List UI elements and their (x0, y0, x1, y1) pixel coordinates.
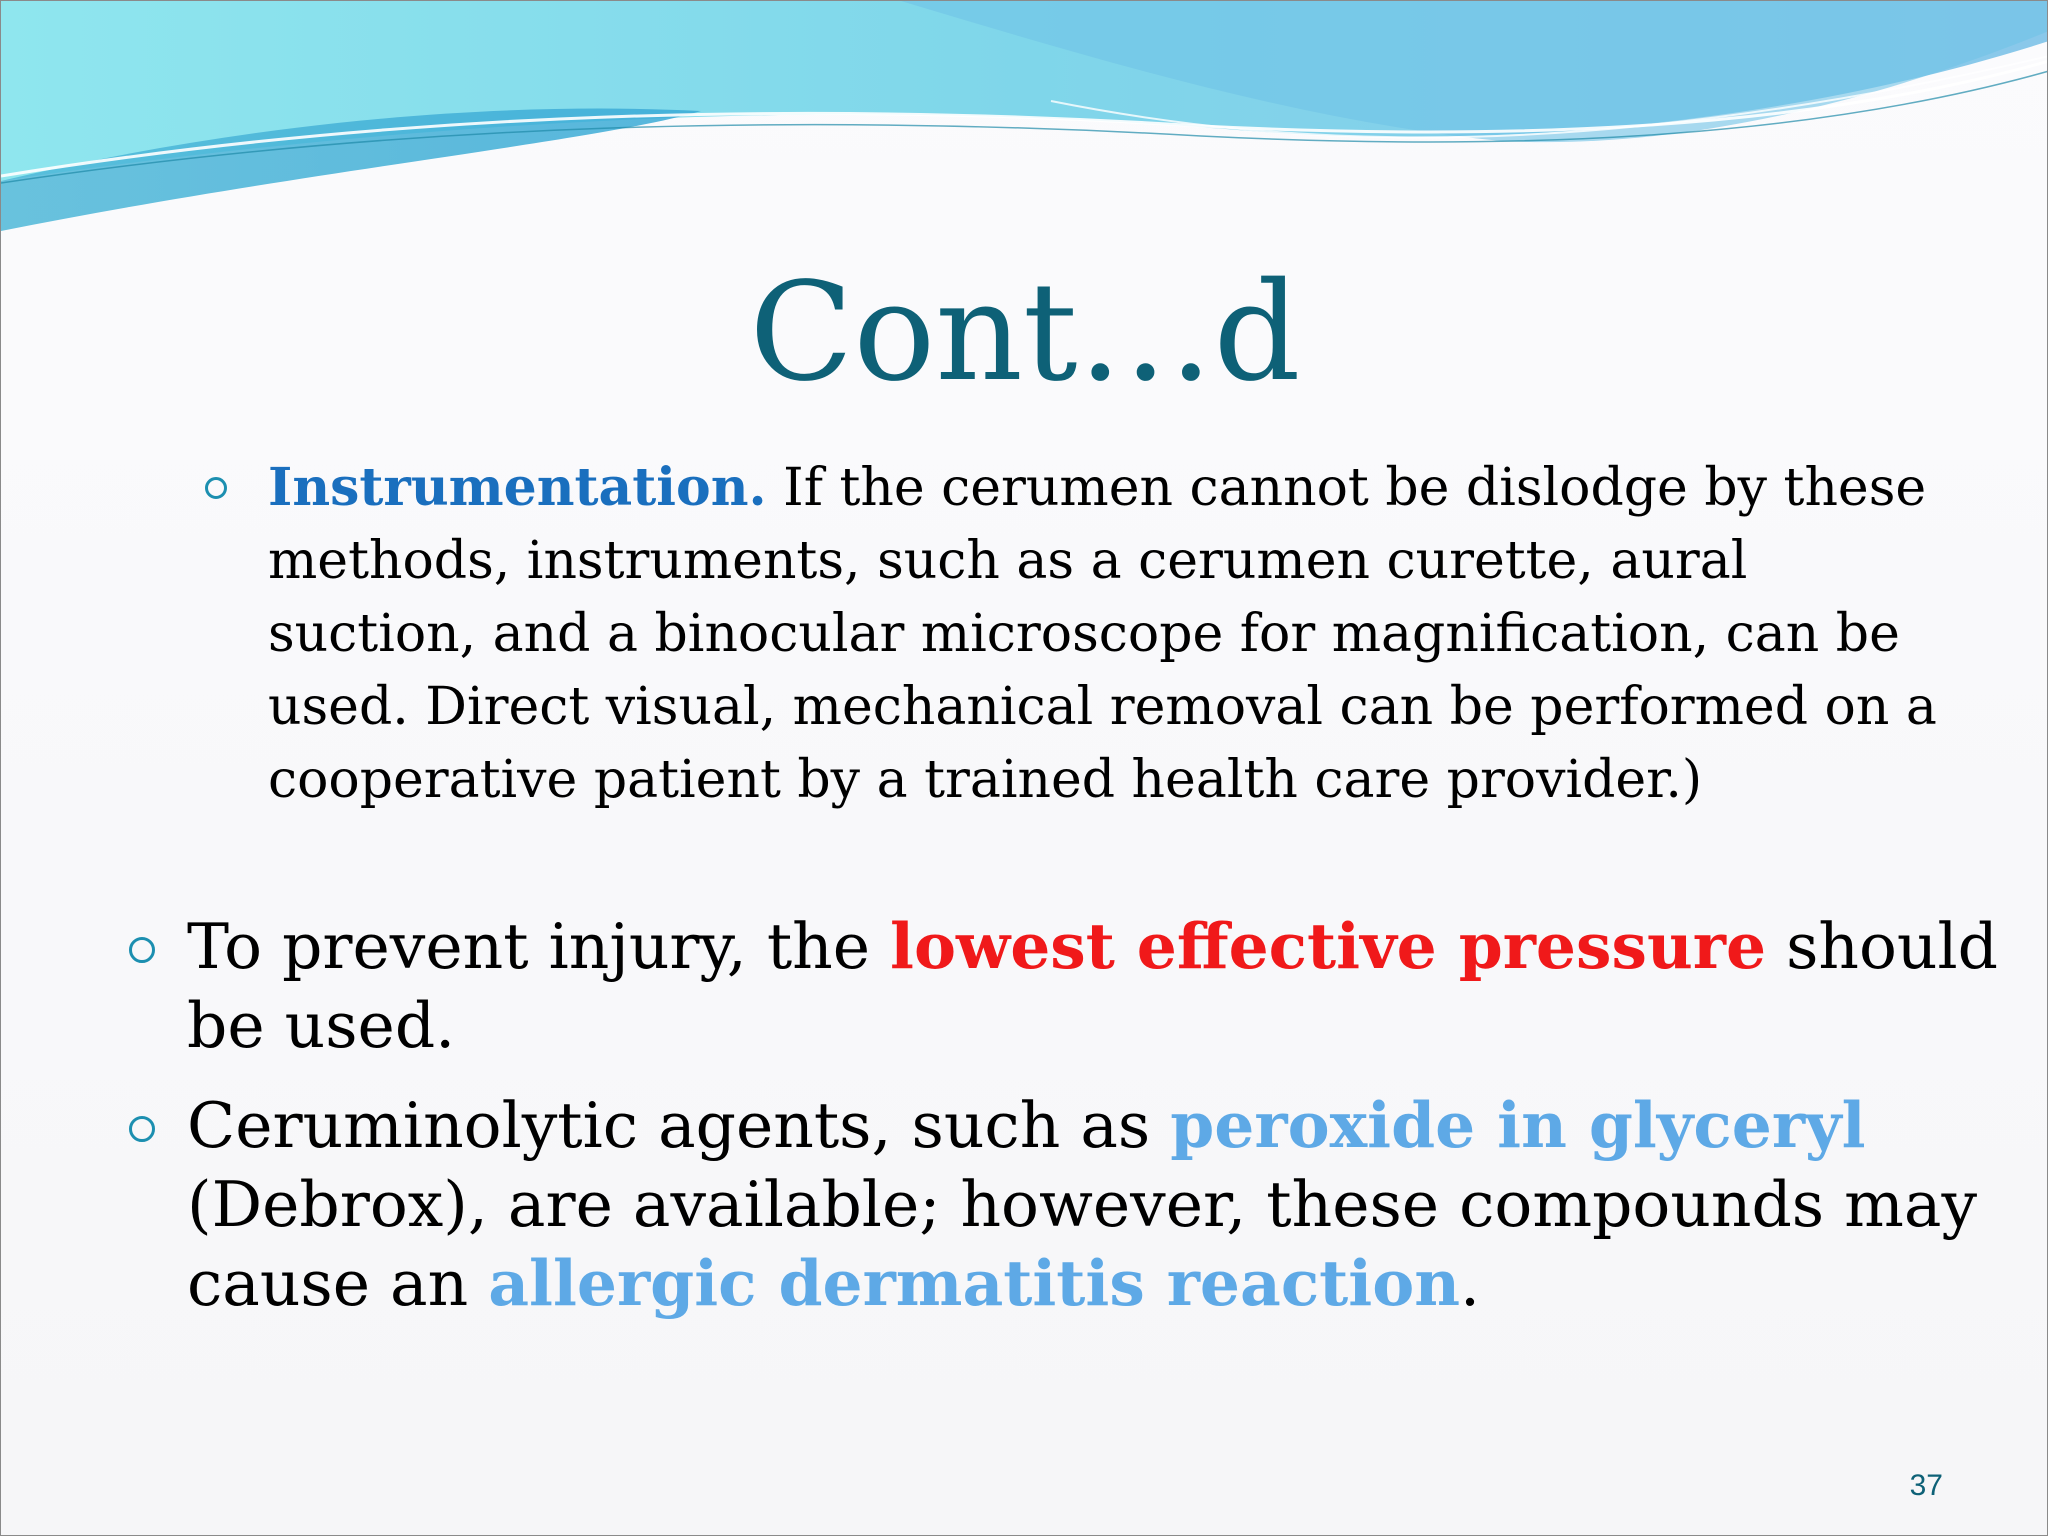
bullet-text (187, 1086, 2009, 1323)
header-wave-decoration (1, 1, 2048, 241)
bullet-text-middle: (Debrox), are available; however, these compounds may cause an (187, 1168, 1978, 1320)
sub-bullet-instrumentation (205, 451, 1965, 817)
bullet-text-before: To prevent injury, the (187, 910, 891, 983)
bullet-body: If the cerumen cannot be dislodge by these methods, instruments, such as a cerumen curette, aural suction, and a binocular microscope for magnification, can be used. Direct visual, mechanical removal can be performed on a cooperative patient by a trained health care provider.) (268, 458, 1937, 810)
bullet-circle-icon (129, 1116, 155, 1142)
bullet-text-before: Ceruminolytic agents, such as (187, 1089, 1171, 1162)
slide-title: Cont…d (749, 254, 1301, 412)
highlight-lowest-pressure: lowest effective pressure (890, 909, 1767, 983)
highlight-peroxide: peroxide in glyceryl (1170, 1088, 1866, 1162)
bullet-circle-icon (129, 937, 155, 963)
bullet-circle-icon (205, 477, 227, 499)
bullet-text (187, 907, 2009, 1065)
page-number: 37 (1909, 1469, 1943, 1502)
bullet-prevent-injury (129, 907, 2009, 1065)
highlight-instrumentation: Instrumentation. (268, 457, 767, 518)
highlight-allergic-dermatitis: allergic dermatitis reaction (488, 1246, 1461, 1320)
bullet-text (268, 451, 1965, 817)
bullet-text-after: should be used. (187, 910, 1998, 1062)
bullet-text-after: . (1460, 1247, 1481, 1320)
bullet-ceruminolytic-agents (129, 1086, 2009, 1323)
